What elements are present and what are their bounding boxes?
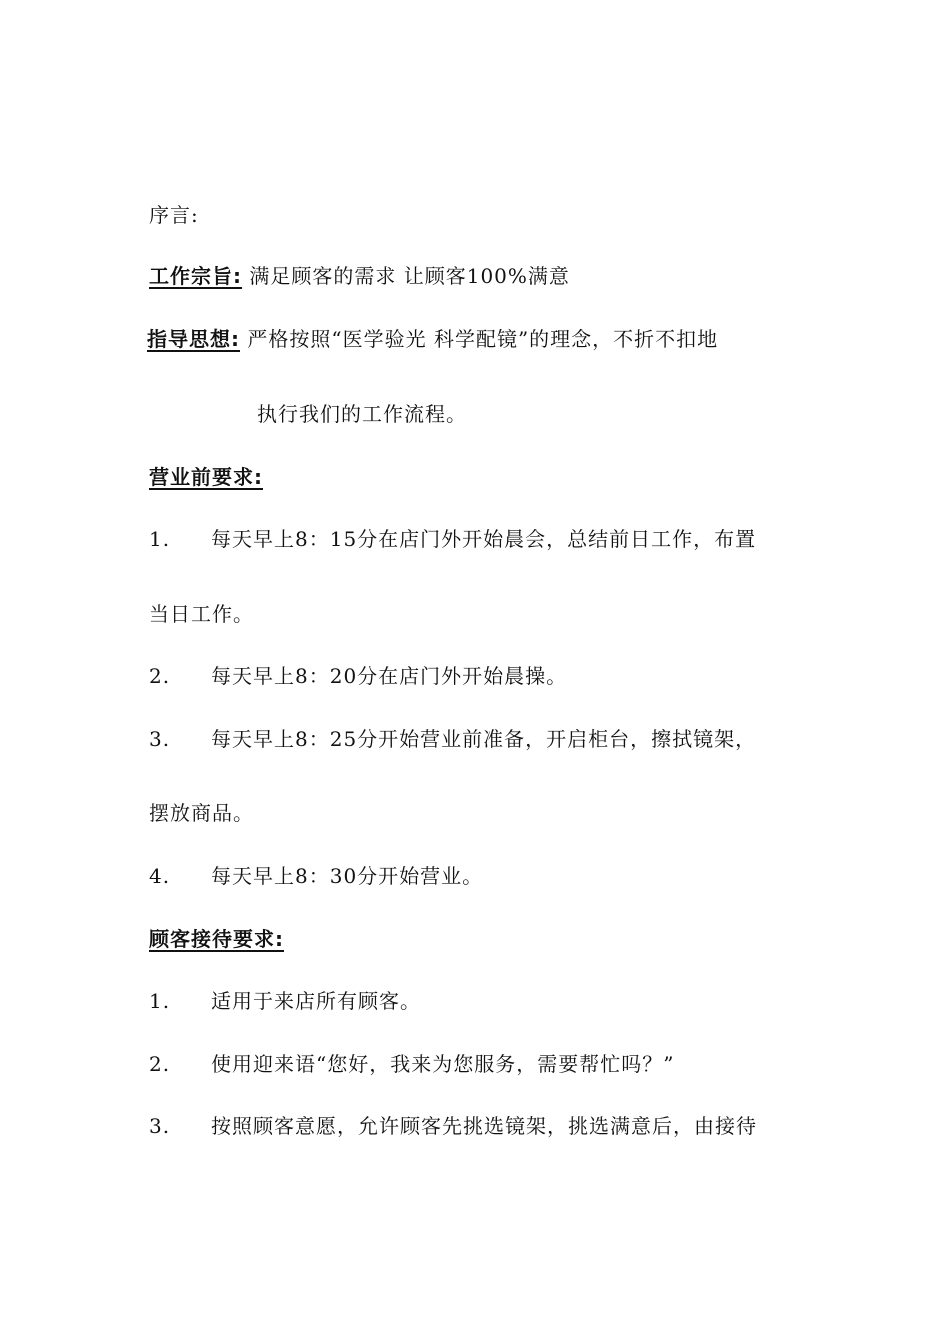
item-continuation: 摆放商品。 bbox=[149, 801, 254, 825]
pre-business-heading: 营业前要求: bbox=[149, 465, 263, 489]
item-number: 1. bbox=[149, 527, 171, 551]
guiding-continuation: 执行我们的工作流程。 bbox=[257, 402, 467, 426]
list-item bbox=[149, 664, 567, 688]
preface-heading: 序言: bbox=[149, 203, 199, 227]
item-text: 每天早上8：25分开始营业前准备，开启柜台，擦拭镜架， bbox=[211, 727, 757, 751]
item-number: 4. bbox=[149, 864, 171, 888]
item-text: 每天早上8：20分在店门外开始晨操。 bbox=[211, 664, 568, 688]
purpose-line bbox=[149, 264, 570, 288]
purpose-label: 工作宗旨: bbox=[149, 264, 242, 288]
guiding-label: 指导思想: bbox=[147, 327, 240, 351]
item-text: 按照顾客意愿，允许顾客先挑选镜架，挑选满意后，由接待 bbox=[211, 1114, 757, 1138]
reception-heading: 顾客接待要求: bbox=[149, 927, 284, 951]
purpose-text: 满足顾客的需求 让顾客100%满意 bbox=[249, 264, 570, 288]
item-number: 2. bbox=[149, 1052, 171, 1076]
list-item bbox=[149, 527, 756, 551]
guiding-text: 严格按照“医学验光 科学配镜”的理念，不折不扣地 bbox=[247, 327, 719, 351]
list-item bbox=[149, 727, 756, 751]
guiding-line bbox=[147, 327, 718, 351]
item-number: 2. bbox=[149, 664, 171, 688]
list-item bbox=[149, 1052, 674, 1076]
list-item bbox=[149, 989, 421, 1013]
item-number: 3. bbox=[149, 1114, 171, 1138]
item-text: 使用迎来语“您好，我来为您服务，需要帮忙吗？” bbox=[211, 1052, 675, 1076]
item-text: 每天早上8：30分开始营业。 bbox=[211, 864, 484, 888]
list-item bbox=[149, 864, 483, 888]
item-number: 1. bbox=[149, 989, 171, 1013]
item-continuation: 当日工作。 bbox=[149, 602, 254, 626]
item-text: 适用于来店所有顾客。 bbox=[211, 989, 421, 1013]
list-item bbox=[149, 1114, 757, 1138]
item-text: 每天早上8：15分在店门外开始晨会，总结前日工作，布置 bbox=[211, 527, 757, 551]
item-number: 3. bbox=[149, 727, 171, 751]
